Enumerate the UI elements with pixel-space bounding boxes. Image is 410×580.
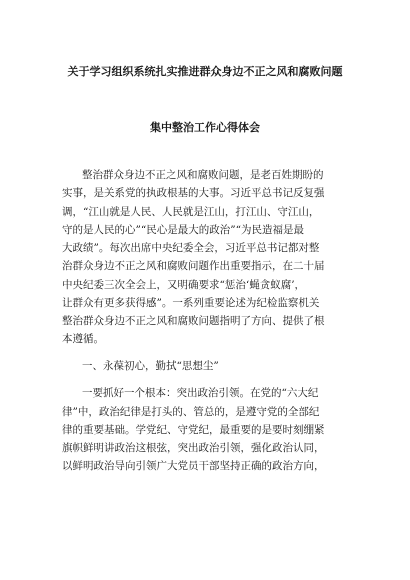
paragraph-line: 律”中，政治纪律是打头的、管总的，是遵守党的全部纪 xyxy=(62,406,320,418)
paragraph-line: 实事，是关系党的执政根基的大事。习近平总书记反复强 xyxy=(62,187,325,199)
paragraph-line: 律的重要基础。学党纪、守党纪，最重要的是要时刻绷紧 xyxy=(62,424,325,436)
paragraph-line: 旗帜鲜明讲政治这根弦，突出政治引领，强化政治认同， xyxy=(62,442,325,454)
paragraph-line: 让群众有更多获得感”。一系列重要论述为纪检监察机关 xyxy=(62,297,320,309)
paragraph-line: 守的是人民的心”“民心是最大的政治”“为民造福是最 xyxy=(62,224,304,236)
paragraph-line: 整治群众身边不正之风和腐败问题指明了方向、提供了根 xyxy=(62,315,325,327)
document-subtitle: 集中整治工作心得体会 xyxy=(150,121,260,134)
paragraph-line: 调，“江山就是人民、人民就是江山，打江山、守江山， xyxy=(62,206,320,218)
paragraph-line: 治群众身边不正之风和腐败问题作出重要指示，在二十届 xyxy=(62,260,325,272)
paragraph-line: 大政绩”。每次出席中央纪委全会，习近平总书记都对整 xyxy=(62,242,320,254)
paragraph-line: 一要抓好一个根本：突出政治引领。在党的“六大纪 xyxy=(82,387,319,399)
paragraph-line: 以鲜明政治导向引领广大党员干部坚持正确的政治方向， xyxy=(62,460,325,472)
paragraph-line: 整治群众身边不正之风和腐败问题，是老百姓期盼的 xyxy=(82,169,324,181)
document-title: 关于学习组织系统扎实推进群众身边不正之风和腐败问题 xyxy=(67,65,343,78)
paragraph-line: 本遵循。 xyxy=(62,333,104,345)
paragraph-line: 中央纪委三次全会上，又明确要求“惩治‘蝇贪蚁腐’， xyxy=(62,279,306,291)
section-heading: 一、永葆初心，勤拭“思想尘” xyxy=(82,360,219,372)
